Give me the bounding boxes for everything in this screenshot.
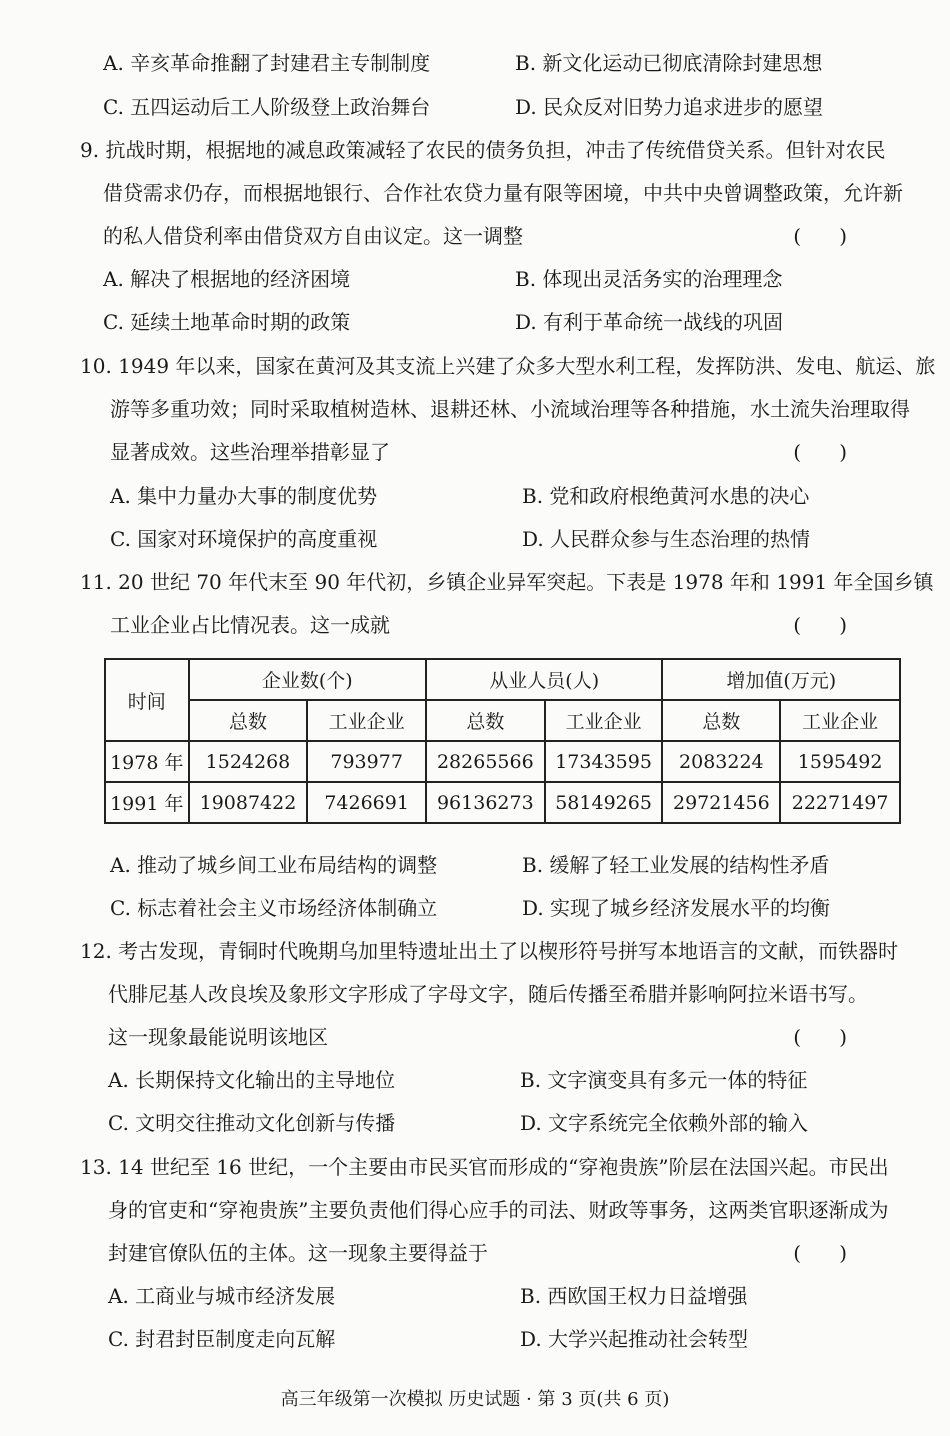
- table-header-time: 时间: [105, 659, 189, 741]
- q8-option-row-1: [103, 48, 903, 78]
- q12-stem-line-3: [108, 1022, 903, 1052]
- q11-stem-line-2: [110, 610, 903, 640]
- q11-stem-text: 工业企业占比情况表。这一成就: [110, 613, 390, 637]
- q8-option-c[interactable]: C. 五四运动后工人阶级登上政治舞台: [103, 95, 431, 119]
- q11-option-row-1: [110, 850, 910, 880]
- q9-option-a[interactable]: A. 解决了根据地的经济困境: [103, 267, 351, 291]
- q8-option-d[interactable]: D. 民众反对旧势力追求进步的愿望: [515, 95, 824, 119]
- q12-option-row-2: [108, 1108, 908, 1138]
- table-header-enterprise-count: 企业数(个): [189, 659, 426, 700]
- q9-stem-text: 的私人借贷利率由借贷双方自由议定。这一调整: [103, 224, 523, 248]
- township-enterprise-table: [104, 658, 901, 824]
- q10-stem-text: 显著成效。这些治理举措彰显了: [110, 440, 390, 464]
- q13-option-a[interactable]: A. 工商业与城市经济发展: [108, 1284, 336, 1308]
- q10-option-a[interactable]: A. 集中力量办大事的制度优势: [110, 484, 378, 508]
- q12-option-row-1: [108, 1065, 908, 1095]
- table-header-row: [105, 659, 900, 700]
- q8-option-row-2: [103, 92, 903, 122]
- q12-answer-bracket[interactable]: ( ): [793, 1025, 847, 1049]
- q11-option-a[interactable]: A. 推动了城乡间工业布局结构的调整: [110, 853, 438, 877]
- q10-option-b[interactable]: B. 党和政府根绝黄河水患的决心: [522, 484, 810, 508]
- table-header-employees: 从业人员(人): [426, 659, 663, 700]
- q12-stem-line-2: 代腓尼基人改良埃及象形文字形成了字母文字，随后传播至希腊并影响阿拉米语书写。: [108, 982, 868, 1006]
- table-subheader: 工业企业: [307, 700, 426, 741]
- q9-stem-line-1: 9. 抗战时期，根据地的减息政策减轻了农民的债务负担，冲击了传统借贷关系。但针对农民: [80, 138, 886, 162]
- table-cell: 29721456: [662, 782, 780, 823]
- q11-option-row-2: [110, 893, 910, 923]
- q13-option-row-1: [108, 1281, 908, 1311]
- table-cell: 793977: [307, 741, 426, 782]
- q10-stem-line-2: 游等多重功效；同时采取植树造林、退耕还林、小流域治理等各种措施，水土流失治理取得: [110, 397, 910, 421]
- q12-option-c[interactable]: C. 文明交往推动文化创新与传播: [108, 1111, 396, 1135]
- q13-answer-bracket[interactable]: ( ): [793, 1241, 847, 1265]
- q13-stem-line-2: 身的官吏和“穿袍贵族”主要负责他们得心应手的司法、财政等事务，这两类官职逐渐成为: [108, 1198, 889, 1222]
- q13-option-d[interactable]: D. 大学兴起推动社会转型: [520, 1327, 749, 1351]
- q11-stem-line-1: 11. 20 世纪 70 年代末至 90 年代初，乡镇企业异军突起。下表是 1978 年和 1991 年全国乡镇: [80, 570, 934, 594]
- table-cell: 19087422: [189, 782, 308, 823]
- table-subheader: 总数: [426, 700, 545, 741]
- table-header-added-value: 增加值(万元): [662, 659, 900, 700]
- table-subheader: 工业企业: [780, 700, 900, 741]
- table-cell-year: 1991 年: [105, 782, 189, 823]
- q10-option-d[interactable]: D. 人民群众参与生态治理的热情: [522, 527, 811, 551]
- q9-option-row-2: [103, 307, 903, 337]
- q12-option-d[interactable]: D. 文字系统完全依赖外部的输入: [520, 1111, 809, 1135]
- q10-answer-bracket[interactable]: ( ): [793, 440, 847, 464]
- table-cell: 22271497: [780, 782, 900, 823]
- q12-stem-text: 这一现象最能说明该地区: [108, 1025, 328, 1049]
- q11-option-d[interactable]: D. 实现了城乡经济发展水平的均衡: [522, 896, 831, 920]
- q8-option-b[interactable]: B. 新文化运动已彻底清除封建思想: [515, 51, 823, 75]
- table-cell: 1524268: [189, 741, 308, 782]
- q12-stem-line-1: 12. 考古发现，青铜时代晚期乌加里特遗址出土了以楔形符号拼写本地语言的文献，而铁器时: [80, 939, 899, 963]
- q8-option-a[interactable]: A. 辛亥革命推翻了封建君主专制制度: [103, 51, 431, 75]
- q10-stem-line-1: 10. 1949 年以来，国家在黄河及其支流上兴建了众多大型水利工程，发挥防洪、发电、航运、旅: [80, 354, 936, 378]
- q12-option-b[interactable]: B. 文字演变具有多元一体的特征: [520, 1068, 808, 1092]
- q10-option-row-2: [110, 524, 910, 554]
- q13-stem-line-1: 13. 14 世纪至 16 世纪，一个主要由市民买官而形成的“穿袍贵族”阶层在法国兴起。市民出: [80, 1155, 889, 1179]
- q9-answer-bracket[interactable]: ( ): [793, 224, 847, 248]
- table-cell: 7426691: [307, 782, 426, 823]
- page-footer: 高三年级第一次模拟 历史试题 · 第 3 页(共 6 页): [280, 1389, 670, 1410]
- q9-stem-line-3: [103, 221, 903, 251]
- table-cell: 28265566: [426, 741, 545, 782]
- table-cell: 17343595: [545, 741, 663, 782]
- table-row-1991: [105, 782, 900, 823]
- table-cell: 96136273: [426, 782, 545, 823]
- q9-option-b[interactable]: B. 体现出灵活务实的治理理念: [515, 267, 783, 291]
- q10-stem-line-3: [110, 437, 903, 467]
- q9-option-c[interactable]: C. 延续土地革命时期的政策: [103, 310, 351, 334]
- q13-option-c[interactable]: C. 封君封臣制度走向瓦解: [108, 1327, 336, 1351]
- table-subheader-row: [105, 700, 900, 741]
- q11-option-c[interactable]: C. 标志着社会主义市场经济体制确立: [110, 896, 438, 920]
- q13-stem-line-3: [108, 1238, 903, 1268]
- table-subheader: 工业企业: [545, 700, 663, 741]
- q9-option-d[interactable]: D. 有利于革命统一战线的巩固: [515, 310, 784, 334]
- table-cell: 1595492: [780, 741, 900, 782]
- q11-option-b[interactable]: B. 缓解了轻工业发展的结构性矛盾: [522, 853, 830, 877]
- table-cell: 2083224: [662, 741, 780, 782]
- q12-option-a[interactable]: A. 长期保持文化输出的主导地位: [108, 1068, 396, 1092]
- q13-option-b[interactable]: B. 西欧国王权力日益增强: [520, 1284, 748, 1308]
- table-subheader: 总数: [662, 700, 780, 741]
- q10-option-row-1: [110, 481, 910, 511]
- q10-option-c[interactable]: C. 国家对环境保护的高度重视: [110, 527, 378, 551]
- q13-option-row-2: [108, 1324, 908, 1354]
- table-cell-year: 1978 年: [105, 741, 189, 782]
- q13-stem-text: 封建官僚队伍的主体。这一现象主要得益于: [108, 1241, 488, 1265]
- q9-option-row-1: [103, 264, 903, 294]
- q9-stem-line-2: 借贷需求仍存，而根据地银行、合作社农贷力量有限等困境，中共中央曾调整政策，允许新: [103, 181, 903, 205]
- q11-answer-bracket[interactable]: ( ): [793, 613, 847, 637]
- table-row-1978: [105, 741, 900, 782]
- table-cell: 58149265: [545, 782, 663, 823]
- table-subheader: 总数: [189, 700, 308, 741]
